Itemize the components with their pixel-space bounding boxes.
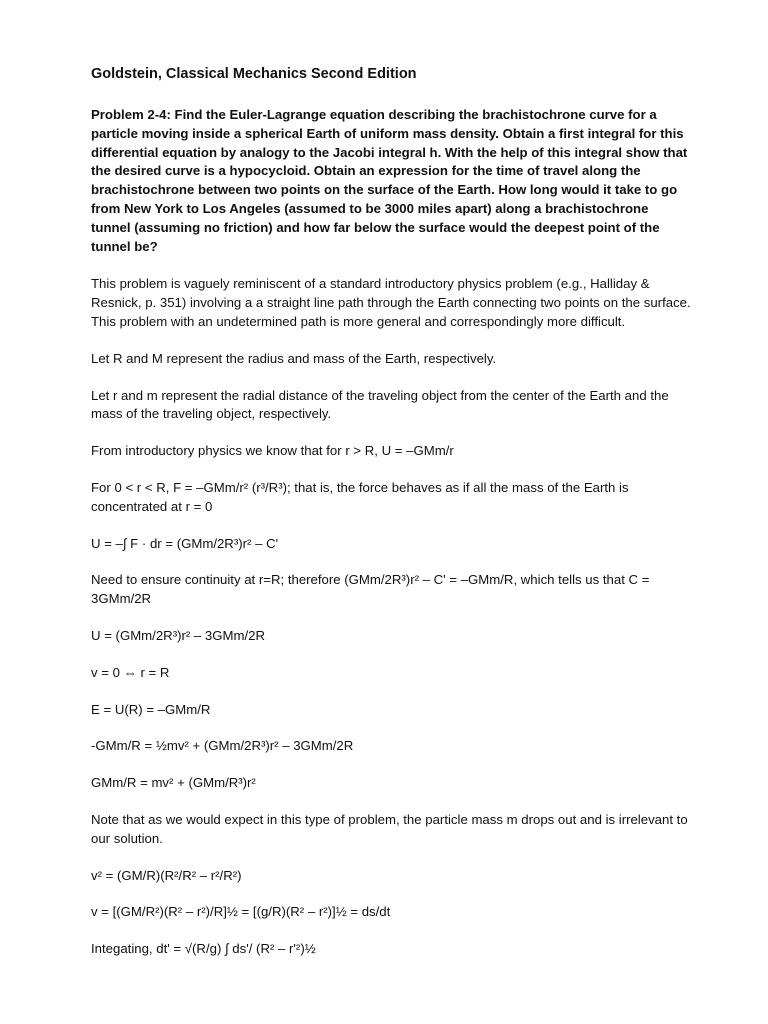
intro-physics-line: From introductory physics we know that for r > R, U = –GMm/r: [91, 443, 454, 459]
force-inside-line: For 0 < r < R, F = –GMm/r² (r³/R³); that is, the force behaves as if all the mass of the Earth is concentrated at r = 0: [91, 479, 629, 514]
v-zero-line: v = 0 ⇔ r = R: [91, 664, 170, 680]
document-title: Goldstein, Classical Mechanics Second Edition: [91, 66, 417, 82]
energy-equation-1: -GMm/R = ½mv² + (GMm/2R³)r² – 3GMm/2R: [91, 738, 354, 754]
potential-integral-line: U = –∫ F · dr = (GMm/2R³)r² – C': [91, 535, 279, 551]
integrating-line: Integating, dt' = √(R/g) ∫ ds'/ (R² – r'²)½: [91, 941, 316, 957]
note-mass-paragraph: Note that as we would expect in this type of problem, the particle mass m drops out and is irrelevant to our solution.: [91, 811, 688, 846]
document-page: [91, 64, 691, 977]
potential-line: U = (GMm/2R³)r² – 3GMm/2R: [91, 627, 266, 643]
problem-statement: Problem 2-4: Find the Euler-Lagrange equation describing the brachistochrone curve for a particle moving inside a spherical Earth of uniform mass density. Obtain a first integral for this differential equation by analogy to the Jacobi integral h. With the help of this integral show that the desired curve is a hypocycloid. Obtain an expression for the time of travel along the brachistochrone between two points on the surface of the Earth. How long would it take to go from New York to Los Angeles (assumed to be 3000 miles apart) along a brachistochrone tunnel (assuming no friction) and how far below the surface would the deepest point of the tunnel be?: [91, 107, 688, 254]
let-r-m-line: Let r and m represent the radial distance of the traveling object from the center of the Earth and the mass of the traveling object, respectively.: [91, 387, 669, 422]
velocity-line: v = [(GM/R²)(R² – r²)/R]½ = [(g/R)(R² – r²)]½ = ds/dt: [91, 904, 391, 920]
continuity-line: Need to ensure continuity at r=R; therefore (GMm/2R³)r² – C' = –GMm/R, which tells us that C = 3GMm/2R: [91, 572, 650, 607]
v-squared-line: v² = (GM/R)(R²/R² – r²/R²): [91, 867, 242, 883]
energy-equation-2: GMm/R = mv² + (GMm/R³)r²: [91, 775, 256, 791]
let-R-M-line: Let R and M represent the radius and mass of the Earth, respectively.: [91, 350, 497, 366]
energy-line: E = U(R) = –GMm/R: [91, 701, 211, 717]
intro-paragraph: This problem is vaguely reminiscent of a standard introductory physics problem (e.g., Halliday & Resnick, p. 351) involving a a straight line path through the Earth connecting two points on the surface. This problem with an undetermined path is more general and correspondingly more difficult.: [91, 276, 691, 329]
